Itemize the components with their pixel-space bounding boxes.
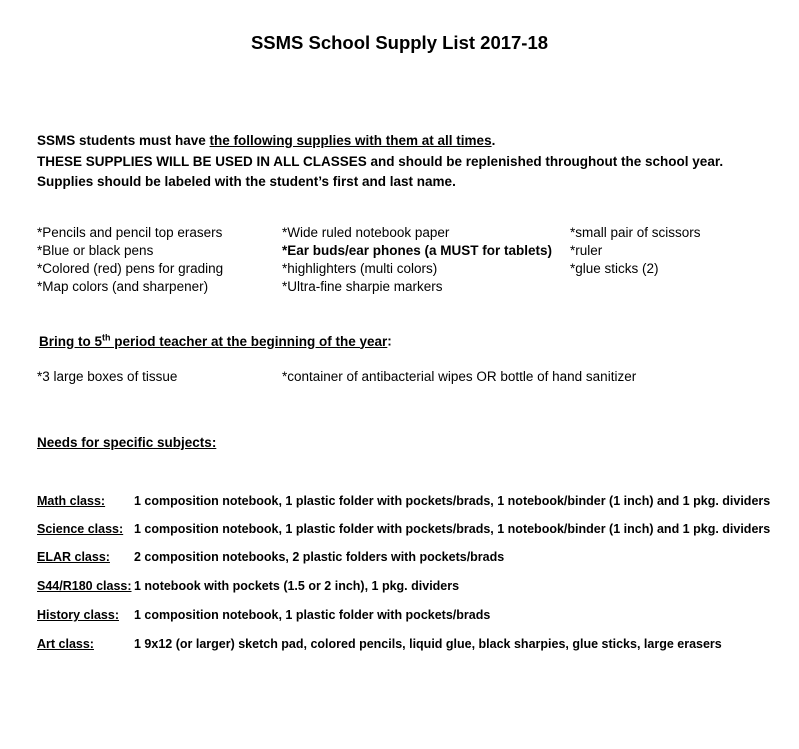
- specific-subjects-heading: Needs for specific subjects:: [37, 435, 217, 450]
- fifth-period-heading-suffix: period teacher at the beginning of the year: [110, 333, 388, 349]
- subject-label: History class:: [37, 608, 119, 622]
- subject-label: Art class:: [37, 637, 94, 651]
- supply-item: *Wide ruled notebook paper: [282, 225, 450, 240]
- fifth-period-items: [37, 369, 777, 389]
- fifth-period-item: *3 large boxes of tissue: [37, 369, 178, 384]
- supply-item: *glue sticks (2): [570, 261, 659, 276]
- supply-item-emphasized: *Ear buds/ear phones (a MUST for tablets): [282, 243, 553, 258]
- fifth-period-item: *container of antibacterial wipes OR bottle of hand sanitizer: [282, 369, 637, 384]
- subject-description: 1 composition notebook, 1 plastic folder with pockets/brads, 1 notebook/binder (1 inch) and 1 pkg. dividers: [134, 494, 771, 508]
- supplies-column-3: [570, 224, 701, 278]
- supply-item: *highlighters (multi colors): [282, 261, 438, 276]
- subject-label: S44/R180 class:: [37, 579, 132, 593]
- supply-item: *Ultra-fine sharpie markers: [282, 279, 443, 294]
- fifth-period-heading-colon: :: [387, 333, 392, 349]
- subject-description: 1 notebook with pockets (1.5 or 2 inch), 1 pkg. dividers: [134, 579, 460, 593]
- fifth-period-heading-prefix: Bring to 5: [39, 333, 102, 349]
- subject-description: 2 composition notebooks, 2 plastic folders with pockets/brads: [134, 550, 505, 564]
- subject-description: 1 9x12 (or larger) sketch pad, colored pencils, liquid glue, black sharpies, glue sticks, large erasers: [134, 637, 722, 651]
- supply-item: *Map colors (and sharpener): [37, 279, 209, 294]
- supply-item: *Pencils and pencil top erasers: [37, 225, 223, 240]
- intro-line-1: [37, 131, 723, 152]
- subject-label: ELAR class:: [37, 550, 110, 564]
- subject-description: 1 composition notebook, 1 plastic folder with pockets/brads, 1 notebook/binder (1 inch) and 1 pkg. dividers: [134, 522, 771, 536]
- fifth-period-heading-sup: th: [102, 332, 111, 342]
- supply-item: *small pair of scissors: [570, 225, 701, 240]
- intro-line-1-prefix: SSMS students must have: [37, 133, 210, 148]
- supply-item: *Blue or black pens: [37, 243, 154, 258]
- subject-label: Science class:: [37, 522, 124, 536]
- subject-description: 1 composition notebook, 1 plastic folder with pockets/brads: [134, 608, 491, 622]
- supply-item: *Colored (red) pens for grading: [37, 261, 224, 276]
- page-title: SSMS School Supply List 2017-18: [250, 32, 549, 53]
- fifth-period-heading: [39, 332, 392, 349]
- intro-line-1-underlined: the following supplies with them at all times: [209, 133, 492, 148]
- supplies-column-2: [282, 224, 552, 296]
- fifth-period-heading-text: [39, 334, 387, 349]
- intro-line-1-suffix: .: [491, 133, 496, 148]
- intro-paragraph: [37, 131, 723, 193]
- intro-line-3: Supplies should be labeled with the student’s first and last name.: [37, 174, 456, 189]
- supply-item: *ruler: [570, 243, 603, 258]
- intro-line-2: THESE SUPPLIES WILL BE USED IN ALL CLASSES and should be replenished throughout the school year.: [37, 153, 724, 169]
- subject-label: Math class:: [37, 494, 106, 508]
- supplies-column-1: [37, 224, 223, 296]
